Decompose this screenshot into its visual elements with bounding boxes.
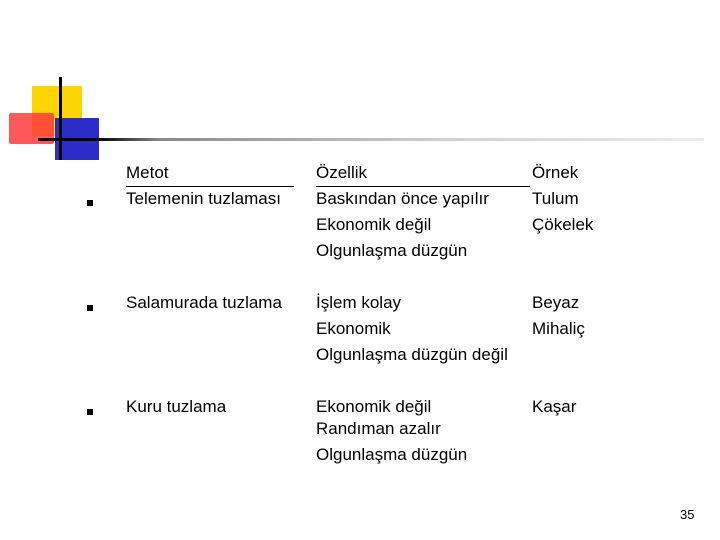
row1-property-1: Baskından önce yapılır [316,189,489,208]
row1-method: Telemenin tuzlaması [126,189,281,208]
row3-property-1: Ekonomik değil [316,397,432,416]
row3-example-1: Kaşar [532,397,577,416]
title-divider-line [38,138,704,141]
row1-property-3: Olgunlaşma düzgün [316,241,468,260]
header-property: Özellik [316,163,368,182]
row2-method: Salamurada tuzlama [126,293,282,312]
row3-property-3: Olgunlaşma düzgün [316,445,468,464]
page-number: 35 [680,507,695,522]
row2-example-1: Beyaz [532,293,580,312]
row2-property-3: Olgunlaşma düzgün değil [316,345,508,364]
bullet [87,305,93,311]
row3-method: Kuru tuzlama [126,397,227,416]
row3-property-2: Randıman azalır [316,419,441,438]
bullet [87,200,93,206]
row1-property-2: Ekonomik değil [316,215,432,234]
row2-property-1: İşlem kolay [316,293,402,312]
row2-property-2: Ekonomik [316,319,391,338]
decor-vertical-line [59,77,62,160]
row1-example-2: Çökelek [532,215,594,234]
header-example: Örnek [532,163,579,182]
row2-example-2: Mihaliç [532,319,585,338]
header-method: Metot [126,163,169,182]
bullet [87,409,93,415]
row1-example-1: Tulum [532,189,579,208]
